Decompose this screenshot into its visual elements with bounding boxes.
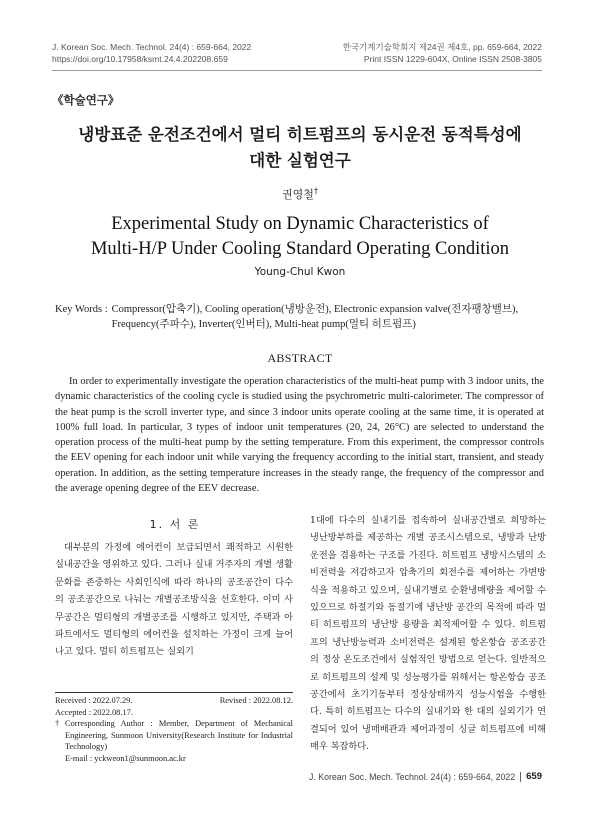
author-korean (0, 186, 600, 202)
header-right (343, 41, 542, 65)
keywords-text: Compressor(압축기), Cooling operation(냉방운전), Electronic expansion valve(전자팽창밸브), Frequency(주파수), Inverter(인버터), Multi-heat pump(멀티 히트펌프) (111, 304, 519, 330)
journal-citation-ko: 한국기계기술학회지 제24권 제4호, pp. 659-664, 2022 (342, 42, 542, 52)
header-left (52, 41, 251, 65)
corresponding-mark: † (313, 186, 318, 196)
author-email[interactable]: E-mail : yckweon1@sunmoon.ac.kr (65, 753, 186, 763)
corresponding-author-text: Corresponding Author : Member, Department of Mechanical Engineering, Sunmoon University(Research Institute for Industrial Technology) (65, 719, 293, 752)
abstract-body: In order to experimentally investigate the operation characteristics of the multi-heat pump with 3 indoor units, the dynamic characteristics of the cooling cycle is studied using the psychrometric multi-calorimeter. The compressor of the heat pump is the scroll inverter type, and since 3 indoor units operate cooling at the same time, it is operated at 100% full load. In particular, 3 types of indoor unit temperatures (20, 24, 26°C) are selected to understand the operation process of the multi-heat pump by the setting temperature. From this experiment, the compressor controls the EEV opening for each indoor unit while varying the frequency according to the initial start, transient, and steady operation. In addition, as the setting temperature increases in the steady range, the frequency of the compressor and the average opening degree of the EEV decrease. (55, 376, 544, 495)
corresponding-author-mark: † (55, 719, 60, 729)
header-divider (52, 70, 542, 71)
footer-separator (520, 772, 521, 782)
article-category: 《학술연구》 (52, 93, 120, 107)
introduction-left-column: 대부분의 가정에 에어컨이 보급되면서 쾌적하고 시원한 실내공간을 영위하고 있다. 그러나 실내 거주자의 개별 생활문화를 존중하는 사회인식에 따라 하나의 공조공간이 다수의 공조공간으로 나눠는 개별공조방식을 선호한다. 이미 사무공간은 멀티형의 개별공조를 시행하고 있지만, 주택과 아파트에서도 멀티형의 에어컨을 설치하는 가정이 크게 늘어나고 있다. 멀티 히트펌프는 실외기 (55, 542, 293, 658)
footnote-dates (55, 695, 293, 707)
keywords (55, 302, 544, 332)
doi-link[interactable]: https://doi.org/10.17958/ksmt.24.4.202208.659 (52, 54, 228, 64)
keywords-label: Key Words : (55, 304, 108, 315)
introduction-right-column: 1대에 다수의 실내기를 접속하여 실내공간별로 희망하는 냉난방부하를 제공하는 개별 공조시스템으로, 냉방과 난방운전을 겸용하는 구조를 가진다. 히트펌프 냉방시스템의 소비전력을 저감하고자 압축기의 회전수를 제어하는 가변방식을 적용하고 있으며, 실내기별로 순환냉매량을 제어할 수 있으므로 하절기와 동절기에 냉난방 공간의 목적에 따라 멀티 히트펌프의 냉난방 용량을 최적제어할 수 있다. 히트펌프의 냉난방능력과 소비전력은 설계된 항온항습 공조공간의 정상 온도조건에서 실험적인 방법으로 얻는다. 일반적으로 히트펌프의 설계 및 성능평가를 위해서는 항온항습 공조공간에서 초기기동부터 정상상태까지 성능시험을 수행한다. 특히 히트펌프는 다수의 실내기와 한 대의 실외기가 연결되어 있어 냉매배관과 제어과정이 싱글 히트펌프에 비해 매우 복잡하다. (310, 515, 546, 753)
issn-info: Print ISSN 1229-604X, Online ISSN 2508-3805 (363, 54, 542, 64)
title-korean-line1: 냉방표준 운전조건에서 멀티 히트펌프의 동시운전 동적특성에 (78, 125, 522, 144)
title-korean (40, 122, 560, 174)
page-number: 659 (526, 771, 542, 782)
accepted-date: Accepted : 2022.08.17. (55, 707, 133, 717)
page-footer (309, 771, 542, 782)
author-english: Young-Chul Kwon (254, 266, 346, 278)
journal-citation: J. Korean Soc. Mech. Technol. 24(4) : 659-664, 2022 (52, 42, 252, 52)
title-english-line1: Experimental Study on Dynamic Characteristics of (111, 214, 489, 234)
abstract-title: ABSTRACT (267, 351, 333, 365)
section-introduction-title: 1. 서 론 (149, 518, 201, 531)
corresponding-author-note (55, 718, 293, 753)
footnote-divider (55, 692, 293, 693)
title-korean-line2: 대한 실험연구 (249, 151, 351, 170)
footer-journal-citation: J. Korean Soc. Mech. Technol. 24(4) : 659-664, 2022 (308, 771, 516, 782)
author-korean-name: 권영철 (282, 188, 314, 201)
revised-date: Revised : 2022.08.12. (219, 696, 293, 705)
title-english-line2: Multi-H/P Under Cooling Standard Operating Condition (90, 239, 510, 259)
footnotes (55, 695, 293, 765)
title-english (30, 212, 570, 262)
received-date: Received : 2022.07.29. (55, 696, 133, 705)
